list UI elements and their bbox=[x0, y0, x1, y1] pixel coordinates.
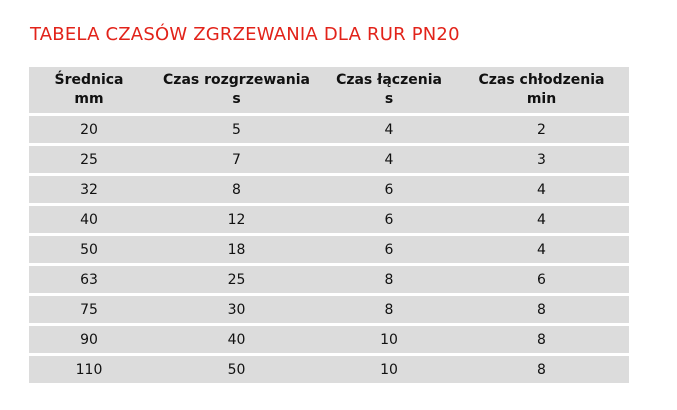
header-row bbox=[29, 67, 629, 113]
cell-diameter: 20 bbox=[29, 116, 149, 143]
cell-diameter: 50 bbox=[29, 236, 149, 263]
cell-diameter: 75 bbox=[29, 296, 149, 323]
cell-cooling-time: 6 bbox=[454, 266, 629, 293]
cell-cooling-time: 4 bbox=[454, 236, 629, 263]
table-row bbox=[29, 236, 629, 263]
header-label: Czas chłodzenia bbox=[478, 72, 605, 88]
cell-cooling-time: 2 bbox=[454, 116, 629, 143]
header-unit: mm bbox=[74, 91, 104, 107]
cell-joining-time: 10 bbox=[324, 356, 454, 383]
header-label: Czas łączenia bbox=[336, 72, 442, 88]
cell-joining-time: 4 bbox=[324, 146, 454, 173]
cell-heating-time: 7 bbox=[149, 146, 324, 173]
cell-joining-time: 8 bbox=[324, 296, 454, 323]
cell-cooling-time: 3 bbox=[454, 146, 629, 173]
cell-diameter: 40 bbox=[29, 206, 149, 233]
cell-joining-time: 6 bbox=[324, 206, 454, 233]
header-diameter bbox=[29, 67, 149, 113]
cell-diameter: 32 bbox=[29, 176, 149, 203]
table-header bbox=[29, 67, 629, 113]
table-row bbox=[29, 356, 629, 383]
cell-diameter: 63 bbox=[29, 266, 149, 293]
cell-joining-time: 10 bbox=[324, 326, 454, 353]
cell-cooling-time: 4 bbox=[454, 206, 629, 233]
cell-heating-time: 50 bbox=[149, 356, 324, 383]
cell-diameter: 90 bbox=[29, 326, 149, 353]
header-joining-time bbox=[324, 67, 454, 113]
cell-diameter: 25 bbox=[29, 146, 149, 173]
welding-times-table bbox=[29, 64, 629, 386]
page-title: TABELA CZASÓW ZGRZEWANIA DLA RUR PN20 bbox=[30, 24, 460, 45]
header-label: Średnica bbox=[54, 72, 124, 88]
cell-heating-time: 8 bbox=[149, 176, 324, 203]
header-unit: min bbox=[526, 91, 557, 107]
header-cooling-time bbox=[454, 67, 629, 113]
table-body bbox=[29, 116, 629, 383]
table-row bbox=[29, 176, 629, 203]
table-row bbox=[29, 266, 629, 293]
cell-heating-time: 18 bbox=[149, 236, 324, 263]
cell-heating-time: 30 bbox=[149, 296, 324, 323]
header-unit: s bbox=[232, 91, 241, 107]
cell-heating-time: 40 bbox=[149, 326, 324, 353]
table-row bbox=[29, 146, 629, 173]
table-row bbox=[29, 116, 629, 143]
table-row bbox=[29, 296, 629, 323]
cell-cooling-time: 8 bbox=[454, 326, 629, 353]
header-heating-time bbox=[149, 67, 324, 113]
header-label: Czas rozgrzewania bbox=[163, 72, 310, 88]
cell-cooling-time: 4 bbox=[454, 176, 629, 203]
cell-cooling-time: 8 bbox=[454, 296, 629, 323]
header-unit: s bbox=[384, 91, 394, 107]
cell-heating-time: 25 bbox=[149, 266, 324, 293]
cell-heating-time: 12 bbox=[149, 206, 324, 233]
cell-heating-time: 5 bbox=[149, 116, 324, 143]
table-row bbox=[29, 206, 629, 233]
cell-diameter: 110 bbox=[29, 356, 149, 383]
cell-joining-time: 4 bbox=[324, 116, 454, 143]
cell-joining-time: 6 bbox=[324, 236, 454, 263]
cell-joining-time: 8 bbox=[324, 266, 454, 293]
cell-cooling-time: 8 bbox=[454, 356, 629, 383]
cell-joining-time: 6 bbox=[324, 176, 454, 203]
table-row bbox=[29, 326, 629, 353]
